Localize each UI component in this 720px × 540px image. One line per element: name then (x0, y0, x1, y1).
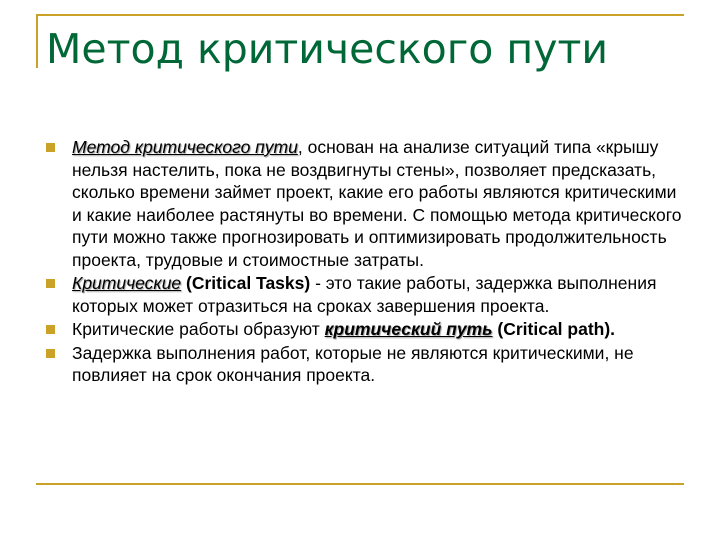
bottom-divider (36, 483, 684, 485)
list-item (46, 342, 686, 387)
item-text: Критические работы образуют (72, 319, 325, 339)
square-bullet-icon (46, 279, 55, 288)
list-item (46, 318, 686, 341)
term-critical-path: критический путь (324, 319, 493, 339)
square-bullet-icon (46, 325, 55, 334)
list-item (46, 136, 686, 271)
item-text: - это такие работы, задержка выполнения которых может отразиться на сроках завершения проекта. (72, 273, 657, 316)
slide-title: Метод критического пути (46, 25, 609, 73)
top-divider (36, 14, 684, 16)
item-text: Задержка выполнения работ, которые не являются критическими, не повлияет на срок окончания проекта. (72, 342, 634, 385)
item-text: , основан на анализе ситуаций типа «крышу нельзя настелить, пока не воздвигнуты стены», позволяет предсказать, сколько времени займет проект, какие его работы являются критическими и какие наиболее растянуты во времени. С помощью метода критического пути можно также прогнозировать и оптимизировать продолжительность проекта, трудовые и стоимостные затраты. (72, 137, 682, 270)
term-critical: Критические (72, 273, 182, 293)
term-critical-path-method: Метод критического пути (72, 137, 298, 157)
term-english: (Critical path). (492, 319, 616, 339)
square-bullet-icon (46, 143, 55, 152)
left-divider (36, 14, 38, 68)
term-english: (Critical Tasks) (181, 273, 311, 293)
bullet-list (46, 136, 686, 388)
square-bullet-icon (46, 349, 55, 358)
list-item (46, 272, 686, 317)
